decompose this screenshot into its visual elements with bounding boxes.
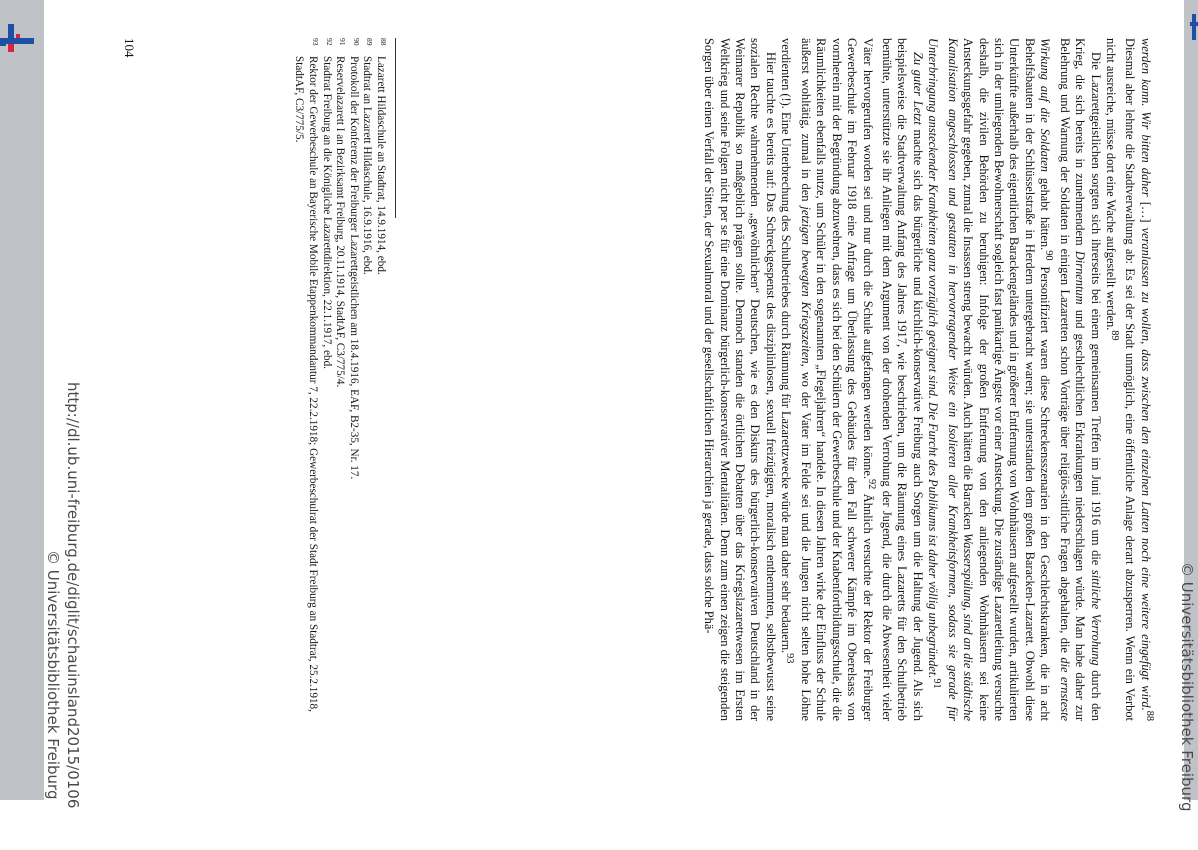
- footnote-number: 92: [324, 38, 334, 46]
- paragraph: Zu guter Letzt machte sich das bürgerliche und kirchlich-konservative Freiburg auch Sorgen um die Haltung der Jugend. Als sich beispielsweise die Stadtverwaltung Anfang des Jahres 1917, wie beschrieben, um die Räumung eines Lazaretts für den Schulbetrieb bemühte, unterstützte sie ihr Anliegen mit dem Argument von der drohenden Verrohung der Jugend, die durch die Abwesenheit vieler Väter hervorgerufen worden sei und nur durch die Schule aufgefangen werden könne.$^{92}$ Ähnlich versuchte der Rektor der Freiburger Gewerbeschule im Februar 1918 eine Anfrage um Überlassung des Gebäudes für den Fall schwerer Kämpfe im Oberelsass von vornherein mit der Begründung abzuwehren, dass es sich bei den Schülern der Gewerbeschule und der Knabenfortbildungsschule, die die Räumlichkeiten ebenfalls nutze, um Schüler in den sogenannten „Flegeljahren“ handele. In diesen Jahren wirke der Einfluss der Schule äußerst wohltätig, zumal in den jetzigen bewegten Kriegszeiten, wo der Vater im Felde sei und die Jungen nicht selten hohe Löhne verdienten (!). Eine Unterbrechung des Schulbetriebes durch Räumung für Lazarettzwecke würde man daher sehr bedauern.$^{93}$: [779, 38, 925, 721]
- footnote: [360, 38, 374, 721]
- footnote-text: Stadtrat an Lazarett Hildaschule, 16.9.1916, ebd.: [361, 56, 374, 275]
- paragraph: Hier tauchte es bereits auf: Das Schreckgespenst des disziplinlosen, sexuell freizügigen, moralisch enthemmten, selbstbewusst seine sozialen Rechte wahrnehmenden „gewöhnlichen“ Deutschen, wie es den Diskurs des bürgerlich-konservativen Deutschland in der Weimarer Republik so maßgeblich prägen sollte. Dennoch standen die örtlichen Debatten über das Kriegslazarettwesen im Ersten Weltkrieg und seine Folgen nicht per se für eine Dominanz bürgerlich-konservativer Mentalitäten. Denn zum einen zeigen die steigenden Sorgen über einen Verfall der Sitten, der Sexualmoral und der gesellschaftlichen Hierarchien ja gerade, dass solche Phä-: [702, 38, 778, 721]
- watermark-url: http://dl.ub.uni-freiburg.de/diglit/schauinsland2015/0106: [64, 382, 82, 809]
- watermark-copyright: © Universitätsbibliothek Freiburg: [44, 550, 62, 800]
- footnote-number: 88: [379, 38, 388, 46]
- rotated-page-content: [44, 0, 1196, 812]
- footnote-text: Reservelazarett I an Bezirksamt Freiburg, 20.11.1914, StadtAF, C3/775/4.: [334, 56, 347, 388]
- library-logo-icon-right: [1188, 14, 1198, 40]
- body-text: [701, 38, 1157, 721]
- viewer-left-strip: [0, 0, 44, 800]
- library-logo-icon: [0, 14, 34, 54]
- footnote: [319, 38, 333, 721]
- footnote-number: 91: [338, 38, 348, 46]
- footnote-number: 90: [351, 38, 361, 46]
- footnote-text: Stadtrat Freiburg an die Königliche Lazarettdirektion, 22.1.1917, ebd.: [320, 56, 333, 369]
- footnote-text: Lazarett Hildaschule an Stadtrat, 14.9.1914, ebd.: [375, 56, 387, 275]
- footnote: [373, 38, 387, 721]
- scanned-page: [44, 0, 1196, 812]
- watermark-copyright-top: © Universitätsbibliothek Freiburg: [1178, 562, 1196, 812]
- footnote-number: 89: [365, 38, 375, 46]
- footnotes: [292, 38, 387, 721]
- footnote-number: 93: [311, 38, 321, 46]
- footnote: [333, 38, 347, 721]
- footnote-text: Protokoll der Konferenz der Freiburger Lazarettgeistlichen am 18.4.1916, EAF, B2-35, Nr. 17.: [347, 56, 360, 480]
- page-number: 104: [122, 38, 137, 58]
- footnote-text: Rektor der Gewerbeschule an Bayerische Mobile Etappenkommandantur 7, 22.2.1918; Gewerbeschulrat der Stadt Freiburg an Stadtrat, 25.2.1918, StadtAF, C3/775/5.: [293, 56, 320, 712]
- footnote: [292, 38, 319, 721]
- paragraph: Die Lazarettgeistlichen sorgten sich ihrerseits bei einem gemeinsamen Treffen im Juni 1916 um die sittliche Verrohung durch den Krieg, die sich bereits in zunehmendem Dirnentum und geschlechtlichen Erkrankungen niederschlagen würde. Man habe daher zur Belehrung und Warnung der Soldaten in einigen Lazaretten schon Vorträge über religiös-sittliche Fragen abgehalten, die die ernsteste Wirkung auf die Soldaten gehabt hätten.$^{90}$ Personifiziert waren diese Schreckensszenarien in den Geschlechtskranken, die in acht Behelfsbauten in der Schlüsselstraße in Herdern untergebracht waren; sie unterstanden dem großen Baracken-Lazarett. Obwohl diese Unterkünfte außerhalb des eigentlichen Barackengeländes und in größerer Entfernung von Wohnhäusern aufgestellt wurden, artikulierten sich in der umliegenden Bewohnerschaft sogleich fast panikartige Ängste vor einer Ansteckung. Die zuständige Lazarettleitung versuchte deshalb, die zivilen Behörden zu beruhigen: Infolge der großen Entfernung von den anliegenden Wohnhäusern sei keine Ansteckungsgefahr gegeben, zumal die Insassen streng bewacht würden. Auch hätten die Baracken Wasserspülung, sind an die städtische Kanalisation angeschlossen und gestatten in hervorragender Weise ein Isolieren aller Krankheitsformen, sodass sie gerade für Unterbringung ansteckender Krankheiten ganz vorzüglich geeignet sind. Die Furcht des Publikums ist daher völlig unbegründet.$^{91}$: [926, 38, 1103, 722]
- footnote: [346, 38, 360, 721]
- paragraph: werden kann. Wir bitten daher […] veranlassen zu wollen, dass zwischen den einzelnen Latten noch eine weitere eingefügt wird.$^{88}$ Diesmal aber lehnte die Stadtverwaltung ab: Es sei der Stadt unmöglich, eine öffentliche Anlage derart abzusperren. Wenn ein Verbot nicht ausreiche, müsse dort eine Wache aufgestellt werden.$^{89}$: [1103, 38, 1155, 722]
- footnote-rule: [395, 38, 396, 218]
